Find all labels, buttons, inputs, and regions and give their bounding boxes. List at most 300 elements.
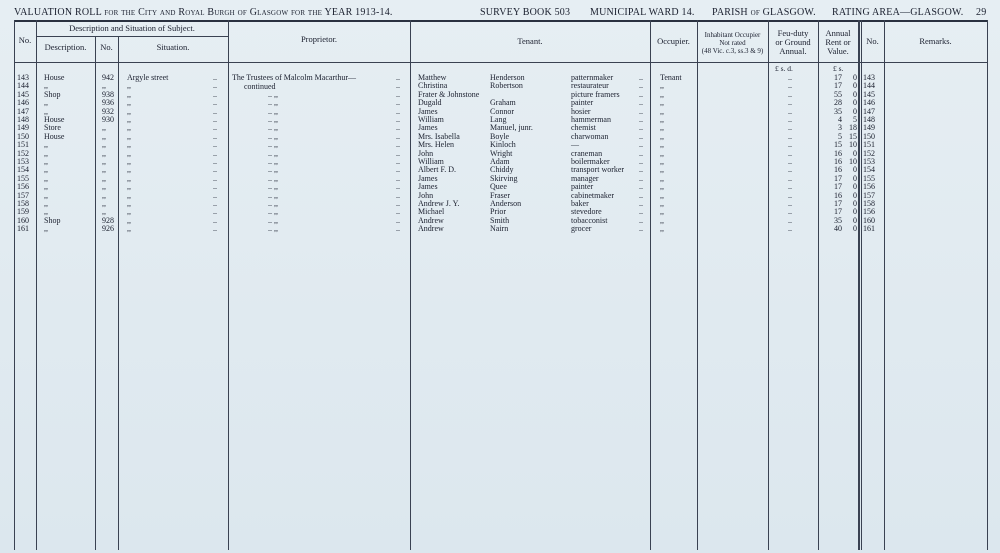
row-occupier: ,, [660,207,664,217]
col-proprietor: Proprietor. [300,34,338,44]
row-description: ,, [44,157,48,166]
row-rent-pounds: 17 [834,182,842,192]
row-no-right: 145 [863,89,875,99]
row-rent-pounds: 5 [838,131,842,141]
row-sit-leader: .. [213,115,217,124]
feu-units: £ s. d. [775,64,793,73]
row-prop-leader: .. [396,81,400,91]
row-tenant-last: Henderson [490,73,525,82]
row-sit-leader: .. [213,98,217,108]
row-description: House [44,131,65,141]
row-number: ,, [102,131,106,141]
row-tenant-first: Dugald [418,98,442,108]
row-rent-pounds: 35 [834,215,842,225]
col-situation: Situation. [156,42,190,52]
col-number: No. [100,42,113,52]
row-no: 154 [17,165,29,175]
row-no: 145 [17,89,29,99]
row-tenant-last: Smith [490,215,510,225]
row-prop-leader: .. [396,190,400,200]
row-proprietor-ditto: .. ,, [268,182,278,192]
row-prop-leader: .. [396,182,400,192]
row-sit-leader: .. [213,207,217,217]
row-description: ,, [44,140,48,150]
row-proprietor-ditto: .. ,, [268,173,278,183]
proprietor-name: The Trustees of Malcolm Macarthur— [232,73,356,82]
row-tenant-last: Skirving [490,173,518,183]
row-sit-leader: .. [213,190,217,200]
row-tenant-last: Boyle [490,131,510,141]
row-number: ,, [102,182,106,192]
row-proprietor-ditto: .. ,, [268,165,278,175]
col-description: Description. [44,42,87,52]
row-prop-leader: .. [396,131,400,141]
row-tenant-leader: .. [639,115,643,124]
row-tenant-leader: .. [639,81,643,91]
row-situation: ,, [127,140,131,150]
row-occupier: ,, [660,89,664,99]
row-sit-leader: .. [213,215,217,225]
row-number: ,, [102,81,106,91]
row-sit-leader: .. [213,73,217,82]
row-feu-duty: .. [788,199,792,208]
row-rent-pounds: 3 [838,123,842,133]
row-feu-duty: .. [788,123,792,133]
row-feu-duty: .. [788,224,792,234]
row-no: 148 [17,115,29,124]
row-rent-pounds: 17 [834,173,842,183]
row-description: Shop [44,89,61,99]
col-feu-duty: Feu-duty or Ground Annual. [775,28,811,56]
row-prop-leader: .. [396,123,400,133]
table-top-rule [14,20,988,22]
row-prop-leader: .. [396,148,400,158]
row-prop-leader: .. [396,89,400,99]
row-tenant-occupation: manager [571,173,599,183]
row-sit-leader: .. [213,224,217,234]
row-feu-duty: .. [788,173,792,183]
row-number: 932 [102,106,114,116]
row-situation: ,, [127,199,131,208]
row-proprietor-ditto: .. ,, [268,190,278,200]
row-number: ,, [102,173,106,183]
row-tenant-occupation: painter [571,182,594,192]
row-occupier: ,, [660,131,664,141]
row-feu-duty: .. [788,190,792,200]
row-situation: ,, [127,123,131,133]
row-tenant-last: Wright [490,148,513,158]
row-tenant-leader: .. [639,190,643,200]
row-tenant-last: Quee [490,182,507,192]
row-no: 151 [17,140,29,150]
row-rent-pounds: 17 [834,81,842,91]
row-rent-pounds: 17 [834,199,842,208]
row-tenant-occupation: boilermaker [571,157,610,166]
row-situation: ,, [127,89,131,99]
row-tenant-first: John [418,190,434,200]
row-proprietor-ditto: .. ,, [268,157,278,166]
row-rent-pounds: 28 [834,98,842,108]
row-tenant-leader: .. [639,165,643,175]
row-sit-leader: .. [213,165,217,175]
row-feu-duty: .. [788,115,792,124]
row-tenant-occupation: restaurateur [571,81,609,91]
row-prop-leader: .. [396,224,400,234]
row-description: Shop [44,215,61,225]
row-tenant-leader: .. [639,89,643,99]
row-feu-duty: .. [788,98,792,108]
row-tenant-first: Andrew J. Y. [418,199,460,208]
row-occupier: ,, [660,81,664,91]
col-remarks: Remarks. [919,36,952,46]
row-rent-shillings: 0 [853,106,857,116]
row-tenant-last: Fraser [490,190,510,200]
row-tenant-leader: .. [639,148,643,158]
row-no-right: 156 [863,207,875,217]
row-tenant-occupation: craneman [571,148,603,158]
description-group-rule [36,36,228,37]
row-no-right: 157 [863,190,875,200]
row-sit-leader: .. [213,182,217,192]
row-rent-shillings: 0 [853,165,857,175]
row-no: 143 [17,73,29,82]
row-situation: ,, [127,157,131,166]
row-description: ,, [44,190,48,200]
row-rent-shillings: 0 [853,182,857,192]
row-rent-shillings: 18 [849,123,857,133]
row-no: 161 [17,224,29,234]
row-proprietor-ditto: .. ,, [268,123,278,133]
row-rent-shillings: 5 [853,115,857,124]
row-number: ,, [102,199,106,208]
municipal-ward: MUNICIPAL WARD 14. [590,7,695,18]
row-rent-pounds: 15 [834,140,842,150]
row-tenant-occupation: patternmaker [571,73,614,82]
row-rent-pounds: 16 [834,165,842,175]
proprietor-leader: .. [396,73,400,82]
row-tenant-last: Graham [490,98,516,108]
row-tenant-leader: .. [639,224,643,234]
row-occupier: ,, [660,190,664,200]
row-description: House [44,73,65,82]
row-number: ,, [102,140,106,150]
row-no: 160 [17,215,29,225]
row-proprietor-ditto: .. ,, [268,131,278,141]
row-situation: ,, [127,131,131,141]
row-no-right: 147 [863,106,875,116]
row-rent-shillings: 0 [853,207,857,217]
row-rent-shillings: 10 [849,157,857,166]
row-proprietor-ditto: .. ,, [268,98,278,108]
row-tenant-last: Lang [490,115,507,124]
row-rent-shillings: 15 [849,131,857,141]
col-occupier: Occupier. [657,36,690,46]
row-prop-leader: .. [396,157,400,166]
row-tenant-last: Anderson [490,199,522,208]
row-situation: ,, [127,81,131,91]
row-tenant-leader: .. [639,131,643,141]
row-tenant-leader: .. [639,73,643,82]
row-sit-leader: .. [213,173,217,183]
row-rent-pounds: 16 [834,157,842,166]
row-prop-leader: .. [396,173,400,183]
row-number: 926 [102,224,114,234]
row-number: 930 [102,115,114,124]
row-no-right: 151 [863,140,875,150]
row-occupier: ,, [660,123,664,133]
row-number: ,, [102,165,106,175]
row-tenant-occupation: hammerman [571,115,611,124]
row-tenant-first: Christina [418,81,448,91]
row-tenant-first: James [418,106,438,116]
row-no-right: 146 [863,98,875,108]
row-feu-duty: .. [788,215,792,225]
rating-area: RATING AREA—GLASGOW. [832,7,964,18]
row-occupier: Tenant [660,73,682,82]
row-description: ,, [44,148,48,158]
page-number: 29 [976,7,987,18]
row-no-right: 144 [863,81,875,91]
row-tenant-last: Connor [490,106,514,116]
rent-units: £ s. [833,64,844,73]
row-tenant-first: Mrs. Isabella [418,131,460,141]
row-description: House [44,115,65,124]
row-no-right: 153 [863,157,875,166]
row-rent-shillings: 0 [853,173,857,183]
row-feu-duty: .. [788,81,792,91]
row-tenant-occupation: tobacconist [571,215,608,225]
row-number: ,, [102,157,106,166]
row-proprietor-ditto: .. ,, [268,224,278,234]
row-situation: ,, [127,115,131,124]
row-description: ,, [44,173,48,183]
row-number: 928 [102,215,114,225]
row-situation: ,, [127,224,131,234]
row-no: 158 [17,199,29,208]
row-tenant-occupation: charwoman [571,131,609,141]
row-no: 159 [17,207,29,217]
header-bottom-rule [14,62,988,63]
row-tenant-first: Matthew [418,73,447,82]
row-situation: ,, [127,207,131,217]
row-tenant-last: Adam [490,157,510,166]
row-tenant-last: Chiddy [490,165,514,175]
row-sit-leader: .. [213,140,217,150]
row-feu-duty: .. [788,140,792,150]
row-rent-shillings: 0 [853,224,857,234]
row-no: 153 [17,157,29,166]
row-situation: ,, [127,215,131,225]
row-feu-duty: .. [788,207,792,217]
col-description-group: Description and Situation of Subject. [69,23,195,33]
row-no: 146 [17,98,29,108]
row-description: ,, [44,207,48,217]
row-prop-leader: .. [396,115,400,124]
row-feu-duty: .. [788,165,792,175]
row-no-right: 152 [863,148,875,158]
row-tenant-occupation: stevedore [571,207,602,217]
row-rent-pounds: 16 [834,190,842,200]
row-number: 942 [102,73,114,82]
row-rent-shillings: 0 [853,190,857,200]
row-no-right: 160 [863,215,875,225]
row-description: ,, [44,199,48,208]
row-tenant-occupation: — [571,140,579,150]
page-header [0,7,1000,21]
row-tenant-first: John [418,148,434,158]
row-no: 155 [17,173,29,183]
row-occupier: ,, [660,173,664,183]
row-no: 144 [17,81,29,91]
row-tenant-leader: .. [639,157,643,166]
row-occupier: ,, [660,215,664,225]
row-proprietor-ditto: .. ,, [268,215,278,225]
row-tenant-leader: .. [639,199,643,208]
row-occupier: ,, [660,157,664,166]
row-tenant-first: Albert F. D. [418,165,457,175]
row-tenant-occupation: transport worker [571,165,625,175]
row-tenant-first: James [418,173,438,183]
row-feu-duty: .. [788,148,792,158]
row-no-right: 148 [863,115,875,124]
row-situation: ,, [127,165,131,175]
row-rent-pounds: 35 [834,106,842,116]
row-sit-leader: .. [213,131,217,141]
row-description: ,, [44,106,48,116]
row-tenant-occupation: picture framers [571,89,620,99]
row-feu-duty: .. [788,89,792,99]
row-rent-shillings: 0 [853,81,857,91]
row-prop-leader: .. [396,106,400,116]
row-tenant-leader: .. [639,182,643,192]
row-rent-pounds: 55 [834,89,842,99]
row-no-right: 154 [863,165,875,175]
row-tenant-leader: .. [639,123,643,133]
row-prop-leader: .. [396,207,400,217]
row-tenant-leader: .. [639,98,643,108]
row-prop-leader: .. [396,165,400,175]
row-rent-shillings: 0 [853,199,857,208]
row-tenant-occupation: baker [571,199,589,208]
row-tenant-last: Nairn [490,224,509,234]
row-occupier: ,, [660,140,664,150]
row-no-right: 156 [863,182,875,192]
row-tenant-last: Prior [490,207,506,217]
row-rent-pounds: 4 [838,115,842,124]
row-number: ,, [102,207,106,217]
row-proprietor-ditto: .. ,, [268,106,278,116]
row-rent-pounds: 17 [834,73,842,82]
row-rent-shillings: 10 [849,140,857,150]
row-tenant-leader: .. [639,207,643,217]
row-situation: Argyle street [127,73,169,82]
row-no-right: 150 [863,131,875,141]
row-tenant-first: James [418,123,438,133]
row-rent-shillings: 0 [853,89,857,99]
row-rent-pounds: 17 [834,207,842,217]
row-tenant-first: Mrs. Helen [418,140,454,150]
row-sit-leader: .. [213,106,217,116]
row-no-right: 158 [863,199,875,208]
row-number: 938 [102,89,114,99]
row-situation: ,, [127,148,131,158]
row-feu-duty: .. [788,106,792,116]
row-no-right: 155 [863,173,875,183]
row-occupier: ,, [660,115,664,124]
row-proprietor-ditto: .. ,, [268,89,278,99]
row-tenant-first: William [418,157,444,166]
row-prop-leader: .. [396,215,400,225]
row-tenant-last: Manuel, junr. [490,123,533,133]
row-tenant-first: Andrew [418,215,444,225]
row-sit-leader: .. [213,123,217,133]
col-no: No. [18,35,32,45]
row-situation: ,, [127,173,131,183]
row-prop-leader: .. [396,140,400,150]
row-proprietor-ditto: .. ,, [268,115,278,124]
col-inhabitant-occupier: Inhabitant Occupier Not rated (48 Vic. c.3, ss.3 & 9) [701,31,764,55]
row-tenant-occupation: hosier [571,106,591,116]
row-occupier: ,, [660,106,664,116]
row-tenant-leader: .. [639,106,643,116]
row-no-right: 143 [863,73,875,82]
row-tenant-first: Michael [418,207,445,217]
row-tenant-leader: .. [639,215,643,225]
row-no: 152 [17,148,29,158]
row-no: 149 [17,123,29,133]
row-number: ,, [102,190,106,200]
row-number: ,, [102,148,106,158]
survey-book: SURVEY BOOK 503 [480,7,571,18]
row-no: 150 [17,131,29,141]
row-tenant-leader: .. [639,173,643,183]
row-sit-leader: .. [213,148,217,158]
row-no: 147 [17,106,29,116]
row-rent-pounds: 40 [834,224,842,234]
row-feu-duty: .. [788,73,792,82]
row-tenant-occupation: chemist [571,123,596,133]
row-occupier: ,, [660,148,664,158]
row-proprietor-ditto: .. ,, [268,148,278,158]
row-rent-shillings: 0 [853,98,857,108]
row-feu-duty: .. [788,182,792,192]
row-tenant-last: Robertson [490,81,523,91]
row-proprietor-ditto: .. ,, [268,207,278,217]
row-description: ,, [44,224,48,234]
row-no: 157 [17,190,29,200]
row-proprietor-ditto: .. ,, [268,199,278,208]
row-tenant-leader: .. [639,140,643,150]
row-feu-duty: .. [788,157,792,166]
row-sit-leader: .. [213,157,217,166]
row-situation: ,, [127,98,131,108]
row-tenant-occupation: cabinetmaker [571,190,615,200]
row-tenant-occupation: painter [571,98,594,108]
proprietor-continued: continued [244,82,276,91]
row-occupier: ,, [660,199,664,208]
row-tenant-first: Frater & Johnstone [418,89,480,99]
row-occupier: ,, [660,182,664,192]
row-situation: ,, [127,190,131,200]
row-number: ,, [102,123,106,133]
row-prop-leader: .. [396,98,400,108]
row-description: ,, [44,81,48,91]
row-situation: ,, [127,106,131,116]
row-rent-pounds: 16 [834,148,842,158]
row-rent-shillings: 0 [853,73,857,82]
col-tenant: Tenant. [517,36,543,46]
row-situation: ,, [127,182,131,192]
